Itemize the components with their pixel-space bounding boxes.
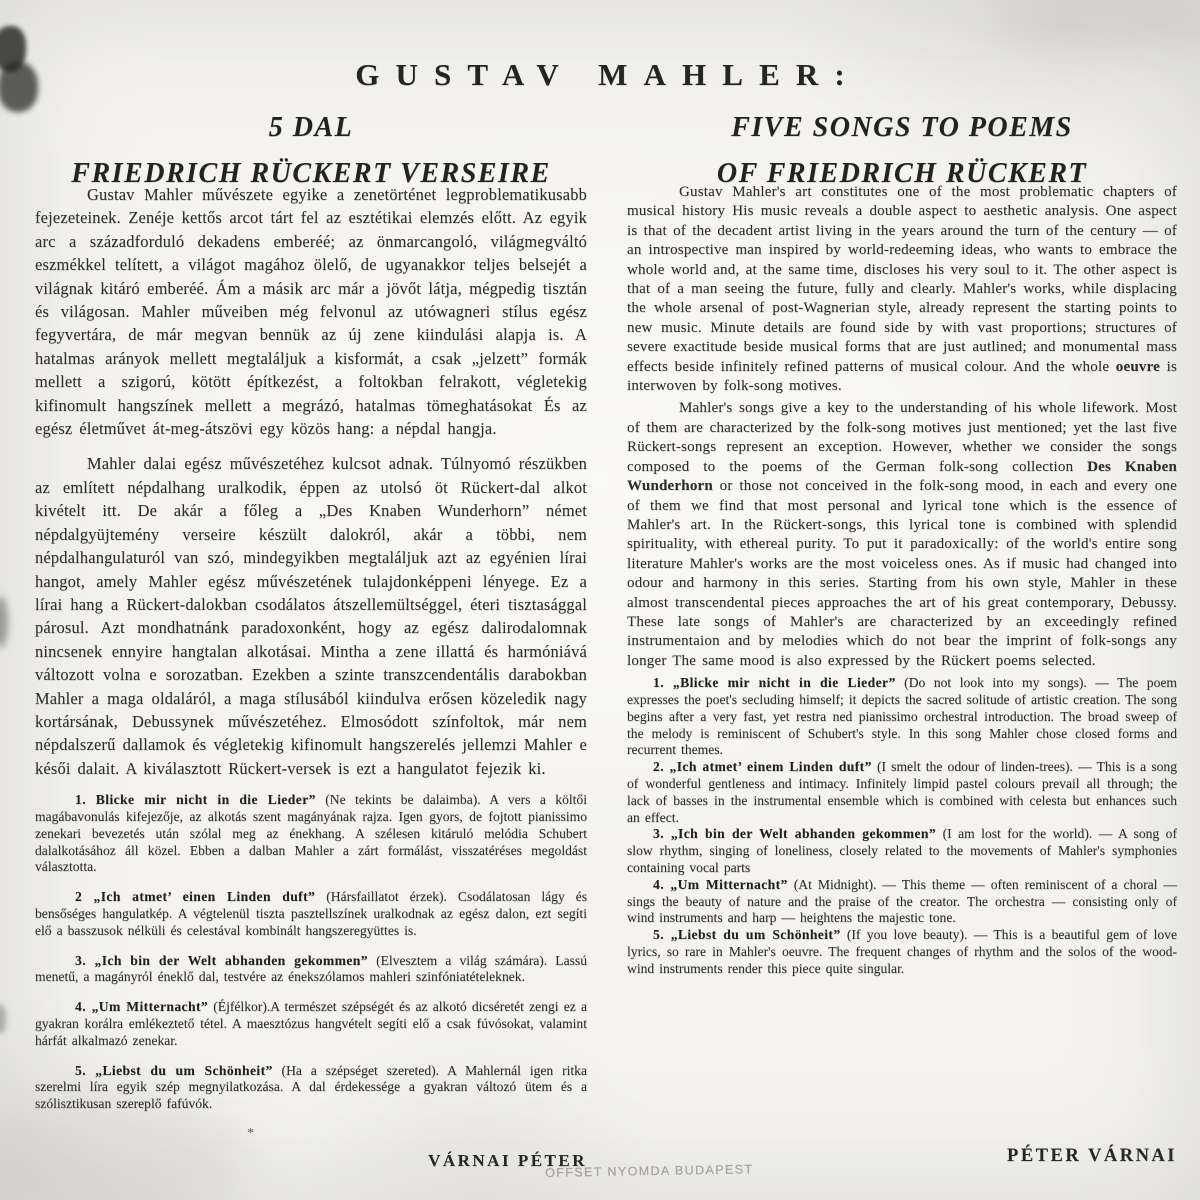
- english-song-1: [627, 675, 1177, 759]
- emphasized-word: oeuvre: [1115, 358, 1161, 375]
- hungarian-column: [35, 183, 587, 1126]
- song-title: 1. „Blicke mir nicht in die Lieder”: [653, 675, 896, 691]
- english-heading-line-2: OF FRIEDRICH RÜCKERT: [716, 158, 1088, 190]
- hungarian-song-2: [35, 889, 587, 939]
- song-title: 2 „Ich atmet’ einen Linden duft”: [75, 889, 316, 905]
- paragraph-text: Mahler's songs give a key to the understanding of his whole lifework. Most of them are characterized by the folk-song motives just mentioned; yet the last five Rückert-songs represent an exception. However, whether we consider the songs composed to the poems of the German folk-song collection: [627, 400, 1177, 475]
- song-description: (Ha a szépséget szereted). A Mahlernál igen ritka szerelmi líra egyik szép megnyilatkozása. A dal érdekessége a gyakran változó ütem és a szólisztikusan szereplő fafúvók.: [35, 1062, 587, 1112]
- song-title: 5. „Liebst du um Schönheit”: [75, 1062, 273, 1078]
- scan-smudge: [0, 596, 8, 648]
- author-signature-english: PÉTER VÁRNAI: [1007, 1146, 1177, 1166]
- paragraph-text: Gustav Mahler's art constitutes one of the most problematic chapters of musical history His music reveals a double aspect to aesthetic analysis. One aspect is that of the decadent artist living in the years around the turn of the century — of an introspective man inspired by world-redeeming ideas, who wants to embrace the whole world and, at the same time, discloses his very soul to it. The other aspect is that of a man seeing the future, fully and clearly. Mahler's works, while displacing the whole arsenal of post-Wagnerian style, already represent the starting points to new music. Minute details are found side by with vast proportions; structures of severe exactitude beside musical forms that are just autlined; and monumental mass effects beside infinitely refined patterns of musical colour. And the whole: [627, 184, 1177, 375]
- scan-smudge: [990, 0, 1200, 50]
- hungarian-paragraph-2: Mahler dalai egész művészetéhez kulcsot adnak. Túlnyomó részükben az említett népdalhang uralkodik, éppen az utolsó öt Rückert-dal alkot kivételt itt. De akár a főleg a „Des Knaben Wunderhorn” német népdalgyüjtemény verseire készült dalokról, akár a többi, nem népdalhangulaturól van szó, mindegyikben megtaláljuk azt az egyénien lírai hangot, amely Mahler egész művészetének tulajdonképpeni lényege. Ez a lírai hang a Rückert-dalokban csodálatos átszellemültséggel, éteri tisztasággal párosul. Azt mondhatnánk paradoxonként, hogy az egész dalirodalomnak nincsenek ennyire hangtalan alkotásai. Mintha a zene illattá és harmóniává változott volna e sorozatban. Ezekben a szinte transzcendentális darabokban Mahler a maga oldaláról, a maga stílusából kiindulva erősen közeledik nagy kortársának, Debussynek művészetéhez. Elmosódott színfoltok, már nem népdalszerű dallamok és végletekig kifinomult hangszerelés jellemzi Mahler e késői dalait. A kiválasztott Rückert-versek is ezt a hangulatot fejezik ki.: [35, 454, 587, 778]
- english-paragraph-2: [627, 399, 1177, 671]
- hungarian-paragraph-1: Gustav Mahler művészete egyike a zenetörténet legproblematikusabb fejezeteinek. Zenéje kettős arcot tárt fel az esztétikai elemzés előtt. Az egyik arc a századforduló dekadens emberéé; az önmarcangoló, világmegváltó eszmékkel telített, a világot magához ölelő, de ugyanakkor teljes belsejét a világnak kitáró emberéé. Ám a másik arc már a jövőt látja, mégpedig tisztán és világosan. Mahler műveiben még felvonul az utówagneri stílus egész fegyvertára, de már megvan bennük az új zene kiindulási alapja is. A hatalmas arányok mellett megtaláljuk a kisformát, a csak „jelzett” formák mellett a szigorú, kötött építkezést, a foltokban felrakott, végletekig kifinomult hangszínek mellett a megrázó, hatalmas tömeghatásokat És az egész életművet át-meg-átszövi egy közös hang: a népdal hangja.: [35, 185, 587, 439]
- paragraph-text: is interwoven by folk-song motives.: [627, 358, 1178, 395]
- song-title: 4. „Um Mitternacht”: [653, 876, 788, 892]
- english-song-list: [627, 675, 1177, 977]
- hungarian-heading-line-2: FRIEDRICH RÜCKERT VERSEIRE: [71, 158, 551, 190]
- scan-smudge: [0, 1004, 6, 1034]
- song-description: (Ne tekints be dalaimba). A vers a költői magábavonulás kifejezője, az alkotás szent magányának rajza. Igen gyors, de fojtott pianissimo zenekari bevezetés után szólal meg az énekhang. A szélesen kitáruló melódia Schubert dalalkotásához áll közel. Ebben a dalban Mahler a zárt formálást, visszatéréses megoldást választotta.: [35, 792, 587, 875]
- hungarian-song-3: [35, 953, 587, 987]
- hungarian-heading-line-1: 5 DAL: [268, 112, 354, 144]
- english-column: [627, 183, 1177, 978]
- english-song-2: [627, 759, 1177, 826]
- song-description: (I smelt the odour of linden-trees). — This is a song of wonderful gentleness and intimacy. Infinitely limpid pastel colours prevail all through; the lack of basses in the instrumental ensemble which is combined with celesta but enhances such an effect.: [627, 759, 1177, 825]
- hungarian-song-5: [35, 1063, 587, 1113]
- song-title: 5. „Liebst du um Schönheit”: [653, 927, 841, 943]
- song-description: (If you love beauty). — This is a beautiful gem of love lyrics, so rare in Mahler's oeuvre. The frequent changes of rhythm and the solos of the wood-wind instruments render this piece quite singular.: [627, 927, 1178, 976]
- english-song-5: [627, 927, 1177, 977]
- english-heading-line-1: FIVE SONGS TO POEMS: [731, 112, 1073, 144]
- song-title: 1. Blicke mir nicht in die Lieder”: [75, 792, 316, 808]
- author-signature-hungarian: VÁRNAI PÉTER: [428, 1151, 587, 1170]
- english-song-3: [627, 826, 1177, 876]
- song-title: 3. „Ich bin der Welt abhanden gekommen”: [75, 952, 368, 968]
- hungarian-song-list: [35, 792, 587, 1113]
- emphasized-collection-title: Des Knaben Wunderhorn: [627, 458, 1177, 495]
- song-title: 3. „Ich bin der Welt abhanden gekommen”: [653, 826, 937, 842]
- song-title: 2. „Ich atmet’ einem Linden duft”: [653, 759, 872, 775]
- song-description: (At Midnight). — This theme — often reminiscent of a choral — sings the beauty of nature and the praise of the creator. The orchestra — consisting only of wind instruments and harp — heightens the majestic tone.: [627, 876, 1178, 926]
- song-title: 4. „Um Mitternacht”: [75, 999, 209, 1015]
- song-description: (I am lost for the world). — A song of slow rhythm, singing of loneliness, closely related to the movements of Mahler's symphonies containing vocal parts: [627, 826, 1177, 875]
- hungarian-song-4: [35, 999, 587, 1049]
- printer-credit: OFFSET NYOMDA BUDAPEST: [544, 1162, 754, 1180]
- song-description: (Éjfélkor).A természet szépségét és az alkotó dicséretét zengi ez a gyakran korálra emlékeztető tétel. A maesztózus hangvételt segíti elő a csak fúvósokat, valamint hárfát alkalmazó zenekar.: [35, 999, 587, 1048]
- hungarian-song-1: [35, 792, 587, 876]
- english-paragraph-1: [627, 183, 1177, 396]
- paragraph-text: or those not conceived in the folk-song mood, in each and every one of them we find that most personal and lyrical tone which is the essence of Mahler's art. In the Rückert-songs, this lyrical tone is combined with splendid spirituality, with ethereal purity. To put it paradoxically: of the world's entire song literature Mahler's works are the most voiceless ones. As if music had changed into odour and harmony in this series. Starting from his own style, Mahler in these almost transcendental pieces approaches the art of his great contemporary, Debussy. These late songs of Mahler's are characterized by an exceedingly refined instrumentaion and by melodies which do not bear the imprint of folk-songs any longer The same mood is also expressed by the Rückert poems selected.: [627, 478, 1177, 669]
- song-description: (Do not look into my songs). — The poem expresses the poet's secluding himself; it depicts the sacred solitude of artistic creation. The song begins after a very fast, yet restra ned pianissimo orchestral introduction. The broad sweep of the melody is reminiscent of Schubert's style. In this song Mahler chose closed forms and recurrent themes.: [627, 675, 1178, 758]
- song-description: (Elvesztem a világ számára). Lassú menetű, a magányról éneklő dal, testvére az énekszólamos mahleri szinfóniatételeknek.: [35, 952, 587, 985]
- section-asterisk-mark: *: [247, 1126, 254, 1141]
- song-description: (Hársfaillatot érzek). Csodálatosan lágy és bensőséges hangulatkép. A végtelenül tiszta pasztellszínek uralkodnak az egész dalon, ezt segíti elő a basszusok nélküli és celestával kombinált hangszeregyüttes is.: [35, 889, 588, 938]
- page-title: GUSTAV MAHLER:: [355, 56, 861, 92]
- english-song-4: [627, 877, 1177, 927]
